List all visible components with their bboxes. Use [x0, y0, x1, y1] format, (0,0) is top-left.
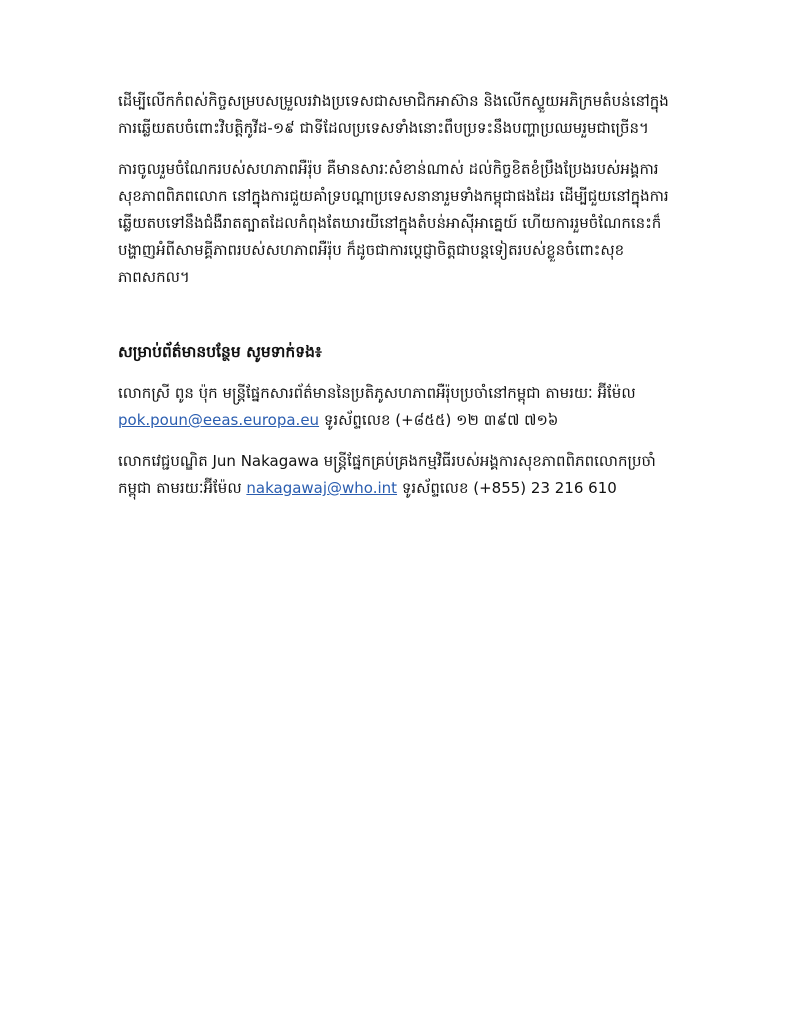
more-info-heading: សម្រាប់ព័ត៌មានបន្ថែម សូមទាក់ទង៖ [118, 343, 322, 361]
contact-eu-text: លោកស្រី ពូន ប៉ុក មន្ត្រីផ្នែកសារព័ត៌មាននៃប្រតិភូសហភាពអឺរ៉ុបប្រចាំនៅកម្ពុជា តាមរយៈ អ៊ីម៉ែល [118, 384, 636, 402]
contact-eu-delegation [118, 380, 678, 434]
document-body [118, 88, 678, 516]
contact-who [118, 448, 678, 502]
contact-eu-phone: ទូរស័ព្ទលេខ (+៨៥៥) ១២ ៣៩៧ ៧១៦ [319, 411, 559, 429]
intro-paragraph: ដើម្បីលើកកំពស់កិច្ចសម្របសម្រួលរវាងប្រទេសជាសមាជិកអាស៊ាន និងលើកស្ទួយអភិក្រមតំបន់នៅក្នុងការឆ្លើយតបចំពោះវិបត្តិកូវីដ-១៩ ជាទីដែលប្រទេសទាំងនោះពឹបប្រទះនឹងបញ្ហាប្រឈមរួមជាច្រើន។ [118, 92, 669, 137]
email-link-eu[interactable]: pok.poun@eeas.europa.eu [118, 411, 320, 429]
contact-who-text: លោកវេជ្ជបណ្ឌិត Jun Nakagawa មន្ត្រីផ្នែកគ្រប់គ្រងកម្មវិធីរបស់អង្គការសុខភាពពិភពលោកប្រចាំកម្ពុជា តាមរយៈអ៊ីម៉ែល [118, 452, 656, 497]
contact-who-phone: ទូរស័ព្ទលេខ (+855) 23 216 610 [397, 479, 617, 497]
eu-contribution-paragraph: ការចូលរួមចំណែករបស់សហភាពអឺរ៉ុប គឺមានសារៈសំខាន់ណាស់ ដល់កិច្ចខិតខំប្រឹងប្រែងរបស់អង្គការសុខភាពពិភពលោក នៅក្នុងការជួយគាំទ្របណ្តាប្រទេសនានារួមទាំងកម្ពុជាផងដែរ ដើម្បីជួយនៅក្នុងការឆ្លើយតបទៅនឹងជំងឺរាតត្បាតដែលកំពុងតែឃារយីនៅក្នុងតំបន់អាស៊ីអាគ្នេយ៍ ហើយការរួមចំណែកនេះក៏បង្ហាញអំពីសាមគ្គីភាពរបស់សហភាពអឺរ៉ុប ក៏ដូចជាការប្តេជ្ញាចិត្តជាបន្តទៀតរបស់ខ្លួនចំពោះសុខភាពសកល។ [118, 160, 669, 286]
email-link-who[interactable]: nakagawaj@who.int [246, 479, 398, 497]
